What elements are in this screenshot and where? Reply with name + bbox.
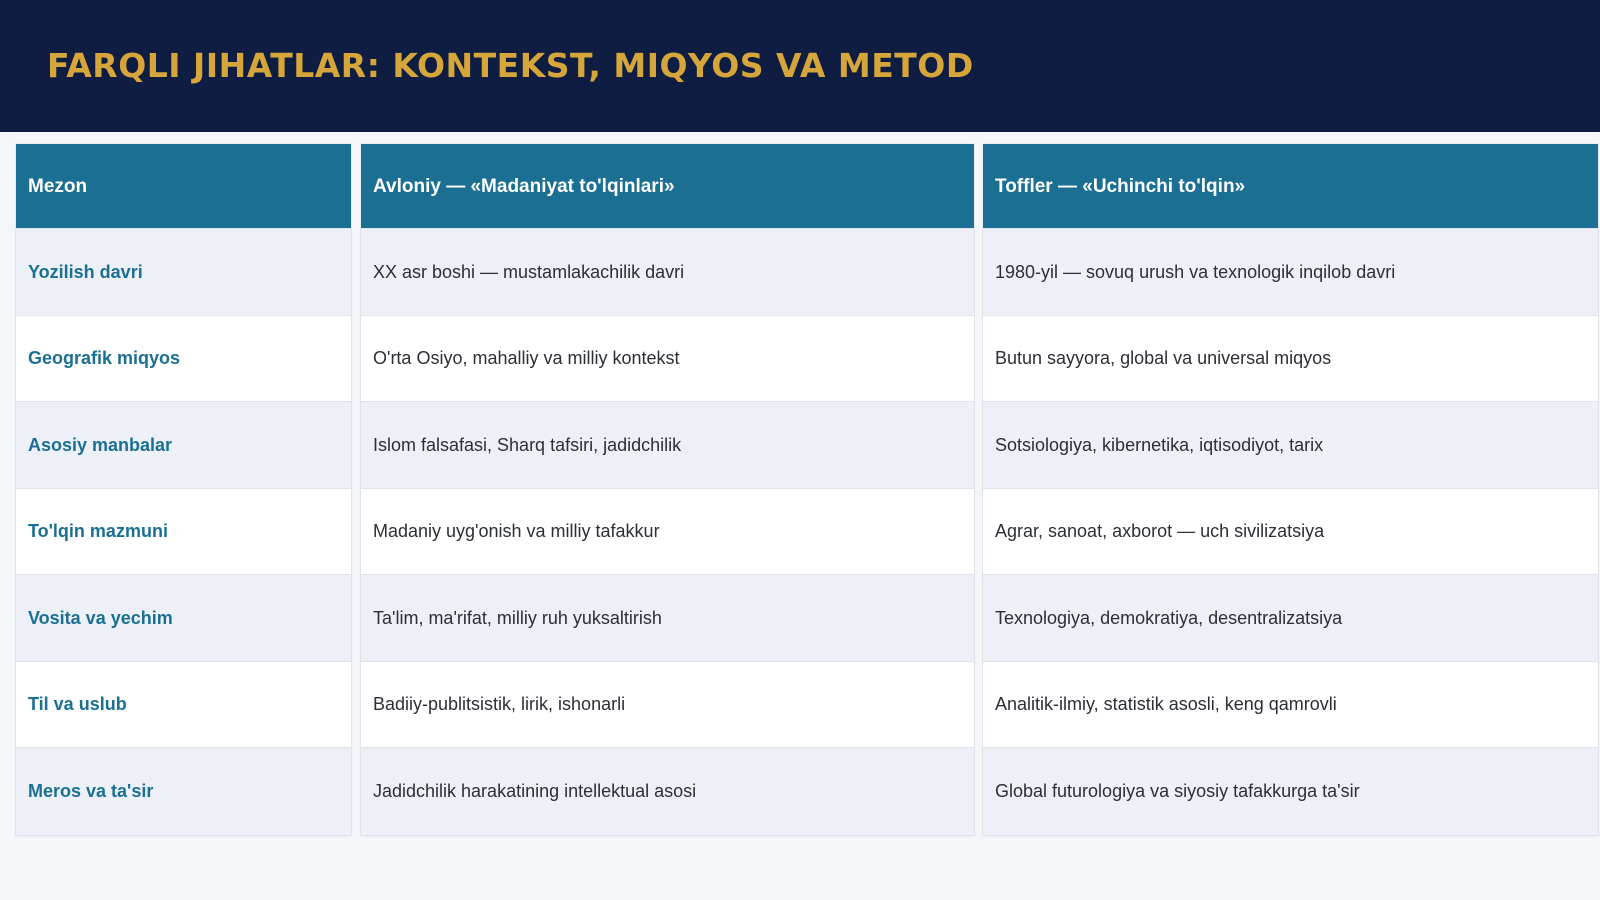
avloniy-cell: Ta'lim, ma'rifat, milliy ruh yuksaltirish <box>361 575 974 662</box>
comparison-table <box>16 144 1598 835</box>
toffler-cell: Analitik-ilmiy, statistik asosli, keng qamrovli <box>983 662 1598 749</box>
header-toffler: Toffler — «Uchinchi to'lqin» <box>983 144 1598 229</box>
toffler-cell: Agrar, sanoat, axborot — uch sivilizatsiya <box>983 489 1598 576</box>
avloniy-cell: Badiiy-publitsistik, lirik, ishonarli <box>361 662 974 749</box>
toffler-cell: Sotsiologiya, kibernetika, iqtisodiyot, tarix <box>983 402 1598 489</box>
table-row <box>16 662 1598 749</box>
table-row <box>16 229 1598 316</box>
criterion-cell: Vosita va yechim <box>16 575 351 662</box>
header-avloniy: Avloniy — «Madaniyat to'lqinlari» <box>361 144 974 229</box>
criterion-cell: Geografik miqyos <box>16 316 351 403</box>
toffler-cell: Butun sayyora, global va universal miqyos <box>983 316 1598 403</box>
avloniy-cell: Islom falsafasi, Sharq tafsiri, jadidchilik <box>361 402 974 489</box>
avloniy-cell: Madaniy uyg'onish va milliy tafakkur <box>361 489 974 576</box>
table-row <box>16 316 1598 403</box>
avloniy-cell: O'rta Osiyo, mahalliy va milliy kontekst <box>361 316 974 403</box>
title-bar <box>0 0 1600 132</box>
table-row <box>16 748 1598 835</box>
criterion-cell: Til va uslub <box>16 662 351 749</box>
table-row <box>16 489 1598 576</box>
toffler-cell: Global futurologiya va siyosiy tafakkurga ta'sir <box>983 748 1598 835</box>
criterion-cell: Asosiy manbalar <box>16 402 351 489</box>
table-row <box>16 575 1598 662</box>
table-row <box>16 402 1598 489</box>
avloniy-cell: Jadidchilik harakatining intellektual asosi <box>361 748 974 835</box>
avloniy-cell: XX asr boshi — mustamlakachilik davri <box>361 229 974 316</box>
slide-title: FARQLI JIHATLAR: KONTEKST, MIQYOS VA METOD <box>47 46 974 85</box>
criterion-cell: To'lqin mazmuni <box>16 489 351 576</box>
criterion-cell: Yozilish davri <box>16 229 351 316</box>
toffler-cell: Texnologiya, demokratiya, desentralizatsiya <box>983 575 1598 662</box>
header-criterion: Mezon <box>16 144 351 229</box>
criterion-cell: Meros va ta'sir <box>16 748 351 835</box>
toffler-cell: 1980-yil — sovuq urush va texnologik inqilob davri <box>983 229 1598 316</box>
table-header-row <box>16 144 1598 229</box>
